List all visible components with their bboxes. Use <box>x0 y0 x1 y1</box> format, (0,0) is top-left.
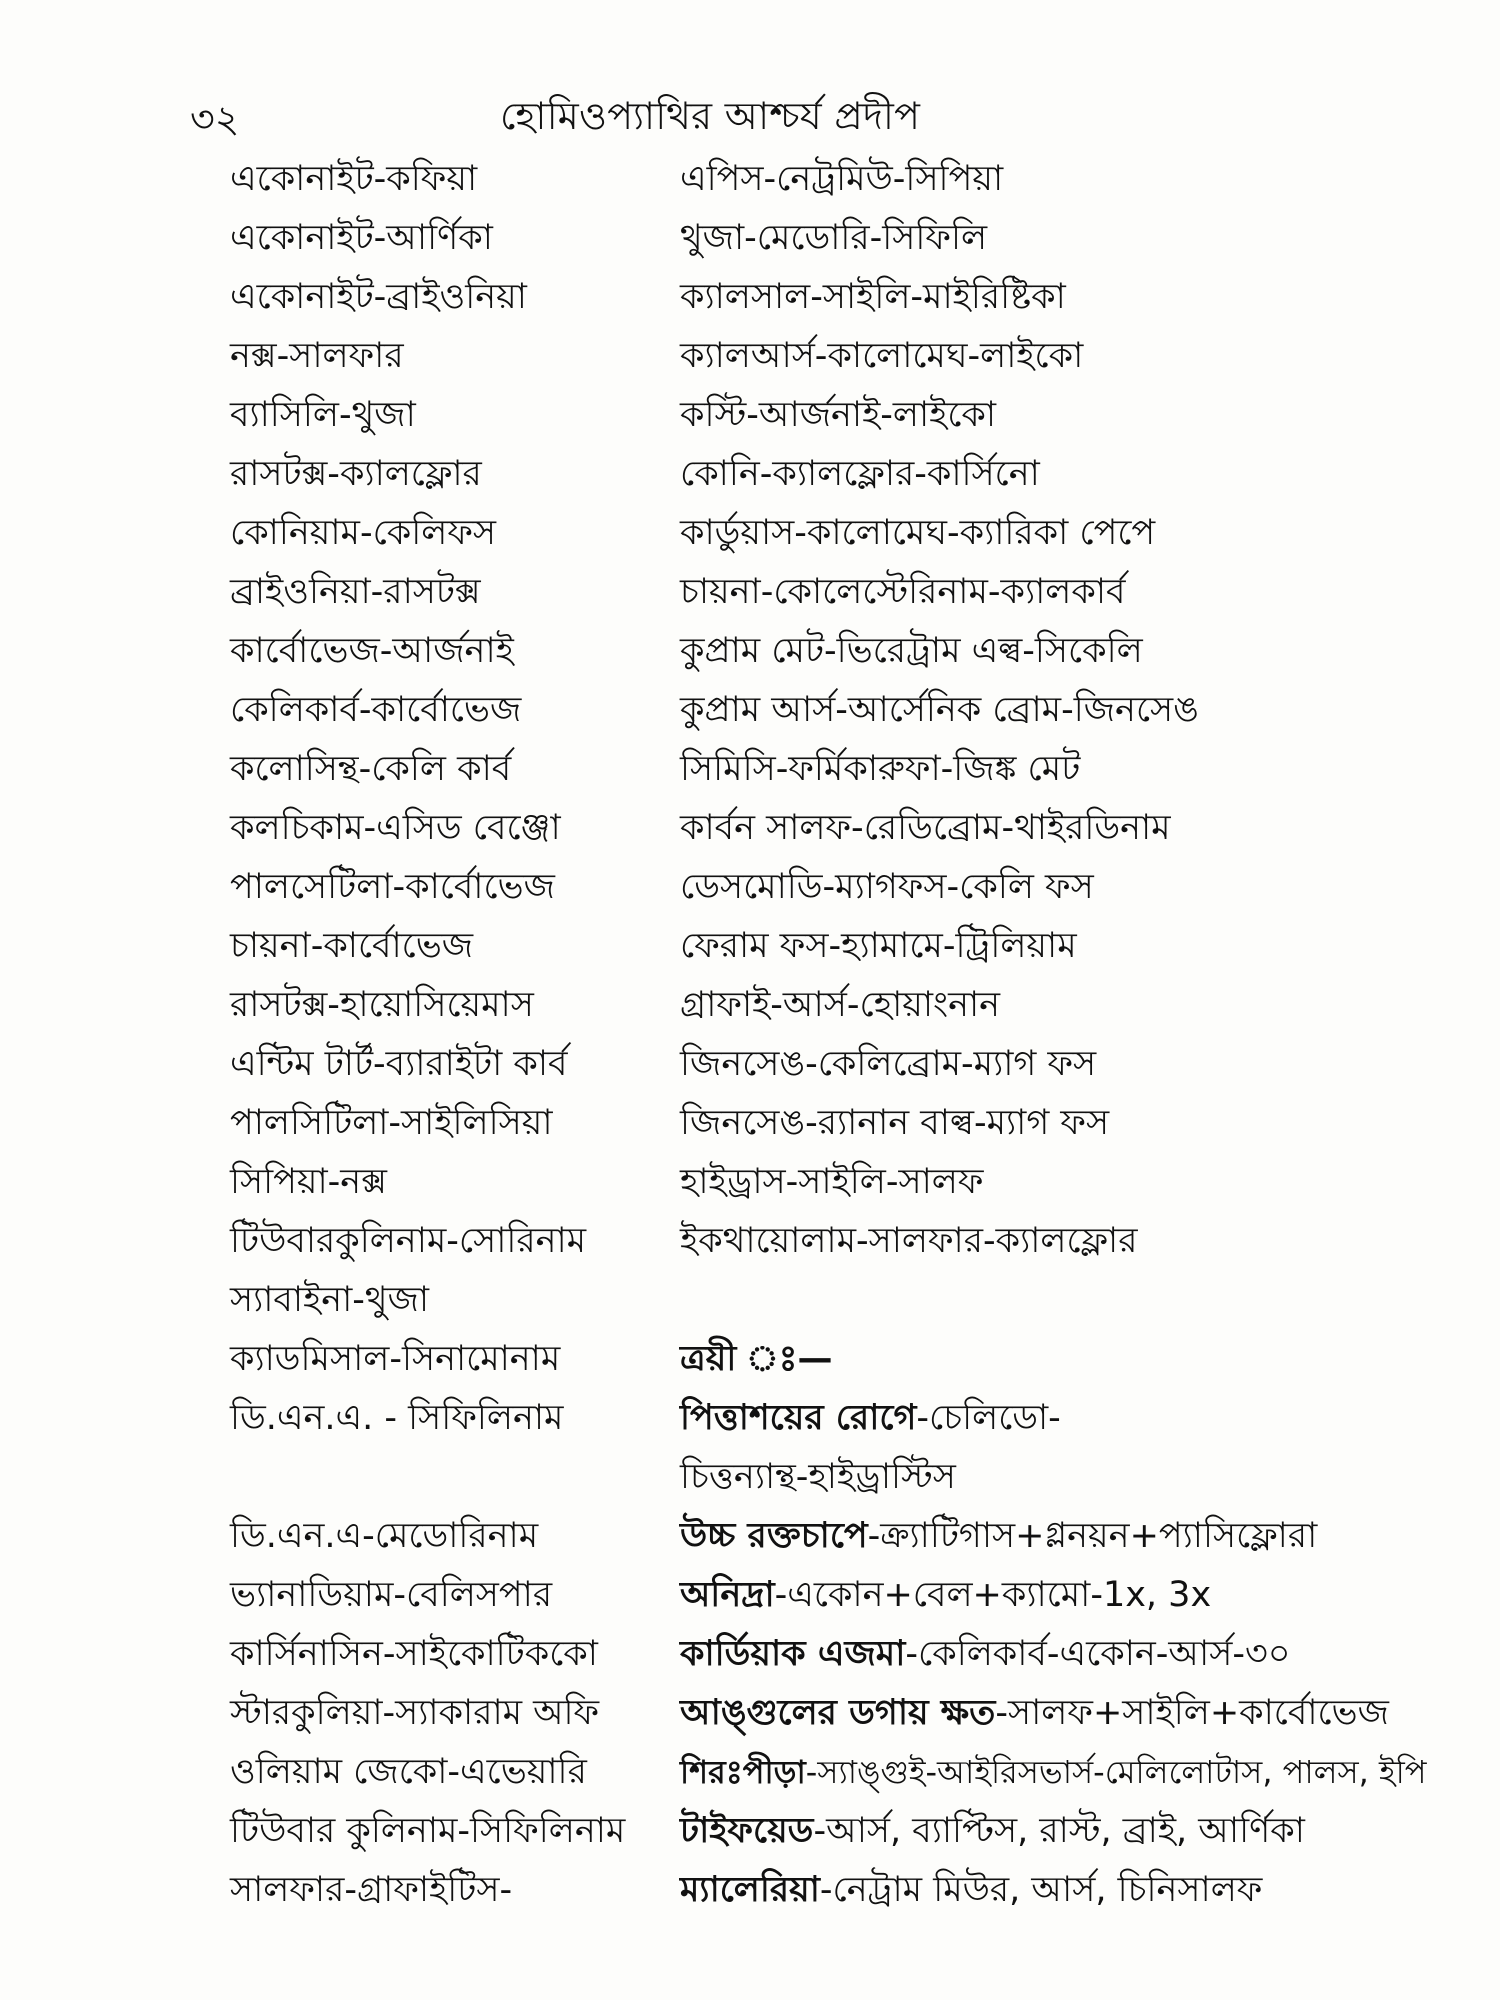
page-number: ৩২ <box>190 97 240 141</box>
right-entry: সিমিসি-ফর্মিকারুফা-জিঙ্ক মেট <box>680 749 1081 789</box>
list-item <box>0 1389 1500 1448</box>
list-item <box>0 1153 1500 1212</box>
condition-label: কার্ডিয়াক এজমা <box>680 1634 906 1674</box>
right-entry <box>680 1861 1262 1920</box>
running-title: হোমিওপ্যাথির আশ্চর্য প্রদীপ <box>500 94 921 138</box>
left-entry: স্যাবাইনা-থুজা <box>230 1280 430 1320</box>
left-entry: কলোসিন্থ-কেলি কার্ব <box>230 749 512 789</box>
right-entry <box>680 1802 1305 1861</box>
left-entry: নক্স-সালফার <box>230 336 404 376</box>
list-item <box>0 917 1500 976</box>
list-item <box>0 445 1500 504</box>
list-item <box>0 327 1500 386</box>
condition-label: অনিদ্রা <box>680 1575 775 1615</box>
right-entry: কস্টি-আর্জনাই-লাইকো <box>680 395 997 435</box>
condition-label: পিত্তাশয়ের রোগে <box>680 1398 917 1438</box>
right-entry: ক্যালসাল-সাইলি-মাইরিষ্টিকা <box>680 277 1066 317</box>
left-entry: কোনিয়াম-কেলিফস <box>230 513 497 553</box>
remedy-text: -আর্স, ব্যাপ্টিস, রাস্ট, ব্রাই, আর্ণিকা <box>813 1811 1305 1851</box>
list-item <box>0 209 1500 268</box>
right-entry: জিনসেঙ-র‍্যানান বাল্ব-ম্যাগ ফস <box>680 1103 1110 1143</box>
left-entry: পালসেটিলা-কার্বোভেজ <box>230 867 555 907</box>
list-item <box>0 1035 1500 1094</box>
condition-label: উচ্চ রক্তচাপে <box>680 1516 868 1556</box>
right-entry: ফেরাম ফস-হ্যামামে-ট্রিলিয়াম <box>680 926 1077 966</box>
list-item <box>0 1507 1500 1566</box>
list-item <box>0 150 1500 209</box>
left-entry: রাসটক্স-হায়োসিয়েমাস <box>230 985 534 1025</box>
left-entry: কেলিকার্ব-কার্বোভেজ <box>230 690 522 730</box>
list-item <box>0 1802 1500 1861</box>
left-entry: চায়না-কার্বোভেজ <box>230 926 474 966</box>
left-entry: কার্বোভেজ-আর্জনাই <box>230 631 514 671</box>
left-entry: সালফার-গ্রাফাইটিস- <box>230 1870 513 1910</box>
right-entry <box>680 1625 1290 1684</box>
list-item <box>0 1271 1500 1330</box>
list-item <box>0 799 1500 858</box>
list-item <box>0 563 1500 622</box>
left-entry: একোনাইট-ব্রাইওনিয়া <box>230 277 527 317</box>
right-entry: কুপ্রাম আর্স-আর্সেনিক ব্রোম-জিনসেঙ <box>680 690 1199 730</box>
left-entry: কার্সিনাসিন-সাইকোটিককো <box>230 1634 598 1674</box>
list-item <box>0 1448 1500 1507</box>
remedy-pairs-list <box>0 150 1500 1920</box>
remedy-text: -স্যাঙ্গুই-আইরিসভার্স-মেলিলোটাস, পালস, ইপি <box>805 1753 1427 1791</box>
left-entry: পালসিটিলা-সাইলিসিয়া <box>230 1103 553 1143</box>
list-item <box>0 1743 1500 1802</box>
right-entry: কোনি-ক্যালফ্লোর-কার্সিনো <box>680 454 1040 494</box>
right-entry: চায়না-কোলেস্টেরিনাম-ক্যালকার্ব <box>680 572 1126 612</box>
left-entry: এন্টিম টার্ট-ব্যারাইটা কার্ব <box>230 1044 568 1084</box>
right-entry <box>680 1566 1211 1625</box>
left-entry: ডি.এন.এ-মেডোরিনাম <box>230 1516 539 1556</box>
left-entry: টিউবার কুলিনাম-সিফিলিনাম <box>230 1811 626 1851</box>
left-entry: সিপিয়া-নক্স <box>230 1162 387 1202</box>
right-entry <box>680 1743 1427 1802</box>
right-entry <box>680 1684 1389 1743</box>
right-entry: ইকথায়োলাম-সালফার-ক্যালফ্লোর <box>680 1221 1138 1261</box>
left-entry: টিউবারকুলিনাম-সোরিনাম <box>230 1221 587 1261</box>
list-item <box>0 1330 1500 1389</box>
right-entry: হাইড্রাস-সাইলি-সালফ <box>680 1162 984 1202</box>
remedy-text: -চেলিডো- <box>916 1398 1061 1438</box>
right-entry <box>680 1507 1317 1566</box>
right-entry <box>680 1330 832 1389</box>
list-item <box>0 1566 1500 1625</box>
right-entry: গ্রাফাই-আর্স-হোয়াংনান <box>680 985 1001 1025</box>
left-entry: স্টারকুলিয়া-স্যাকারাম অফি <box>230 1693 600 1733</box>
list-item <box>0 1094 1500 1153</box>
right-entry <box>680 1389 1061 1448</box>
condition-label: শিরঃপীড়া <box>680 1753 806 1791</box>
left-entry: একোনাইট-কফিয়া <box>230 159 478 199</box>
left-entry: রাসটক্স-ক্যালফ্লোর <box>230 454 482 494</box>
remedy-text: -ক্র্যাটিগাস+গ্লনয়ন+প্যাসিফ্লোরা <box>867 1516 1318 1556</box>
list-item <box>0 858 1500 917</box>
left-entry: ভ্যানাডিয়াম-বেলিসপার <box>230 1575 553 1615</box>
right-entry: থুজা-মেডোরি-সিফিলি <box>680 218 988 258</box>
list-item <box>0 504 1500 563</box>
left-entry: ক্যাডমিসাল-সিনামোনাম <box>230 1339 561 1379</box>
left-entry: ব্যাসিলি-থুজা <box>230 395 416 435</box>
right-entry: কুপ্রাম মেট-ভিরেট্রাম এল্ব-সিকেলি <box>680 631 1143 671</box>
left-entry: কলচিকাম-এসিড বেঞ্জো <box>230 808 561 848</box>
list-item <box>0 740 1500 799</box>
right-entry: এপিস-নেট্রমিউ-সিপিয়া <box>680 159 1004 199</box>
condition-label: টাইফয়েড <box>680 1811 814 1851</box>
list-item <box>0 1212 1500 1271</box>
right-entry: ডেসমোডি-ম্যাগফস-কেলি ফস <box>680 867 1094 907</box>
condition-label: ম্যালেরিয়া <box>680 1870 820 1910</box>
list-item <box>0 622 1500 681</box>
left-entry: ওলিয়াম জেকো-এভেয়ারি <box>230 1752 587 1792</box>
list-item <box>0 1861 1500 1920</box>
remedy-text: -নেট্রাম মিউর, আর্স, চিনিসালফ <box>819 1870 1263 1910</box>
right-entry: জিনসেঙ-কেলিব্রোম-ম্যাগ ফস <box>680 1044 1097 1084</box>
condition-label: আঙ্গুলের ডগায় ক্ষত <box>680 1693 996 1733</box>
right-entry: ক্যালআর্স-কালোমেঘ-লাইকো <box>680 336 1084 376</box>
list-item <box>0 1684 1500 1743</box>
right-entry: কার্ডুয়াস-কালোমেঘ-ক্যারিকা পেপে <box>680 513 1156 553</box>
left-entry: ডি.এন.এ. - সিফিলিনাম <box>230 1398 564 1438</box>
triad-heading: ত্রয়ী ঃ— <box>680 1339 833 1379</box>
list-item <box>0 386 1500 445</box>
right-entry <box>680 1448 956 1507</box>
remedy-text: -কেলিকার্ব-একোন-আর্স-৩০ <box>905 1634 1291 1674</box>
left-entry: ব্রাইওনিয়া-রাসটক্স <box>230 572 481 612</box>
list-item <box>0 1625 1500 1684</box>
remedy-text: -একোন+বেল+ক্যামো-1x, 3x <box>774 1575 1212 1615</box>
list-item <box>0 976 1500 1035</box>
list-item <box>0 268 1500 327</box>
left-entry: একোনাইট-আর্ণিকা <box>230 218 493 258</box>
remedy-text: চিত্তন্যান্থ-হাইড্রাস্টিস <box>680 1457 956 1497</box>
list-item <box>0 681 1500 740</box>
remedy-text: -সালফ+সাইলি+কার্বোভেজ <box>995 1693 1389 1733</box>
right-entry: কার্বন সালফ-রেডিব্রোম-থাইরডিনাম <box>680 808 1171 848</box>
